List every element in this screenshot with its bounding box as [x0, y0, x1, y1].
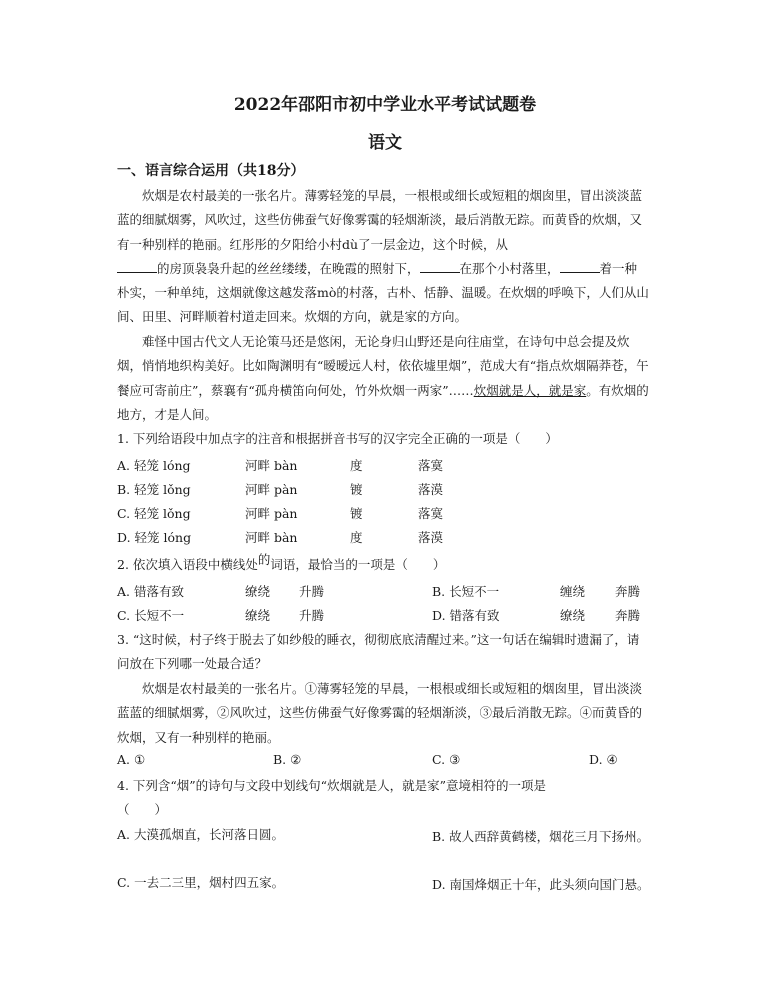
q1-option-a-b: 河畔 bàn: [245, 458, 298, 473]
passage-text: 难怪中国古代文人无论策马还是悠闲，无论身归山野还是向往庙堂，在诗句中总会提及炊烟，悄悄地织构美好。比如陶渊明有“暧暧远人村，依依墟里烟”，范成大有“指点炊烟隔莽苍，午餐应可寄前庄”，蔡襄有“孤舟横笛向何处，竹外炊烟一两家”……: [117, 334, 649, 398]
q1-option-c: C. 轻笼 lǒng: [117, 506, 191, 521]
q4-option-d-text: D. 南国烽烟正十年，此头须向国门悬。: [432, 877, 650, 892]
q1-option-b-c: 镀: [350, 482, 363, 497]
q4-option-b-text: B. 故人西辞黄鹤楼，烟花三月下扬州。: [432, 829, 650, 844]
q1-option-d-b: 河畔 bàn: [245, 530, 298, 545]
q2-stem-sup: 的: [257, 552, 271, 567]
q1-option-a-d: 落寞: [418, 458, 444, 473]
q1-option-d-c: 度: [350, 530, 363, 545]
q1-option-c-d: 落寞: [418, 506, 444, 521]
q2-option-a-b: 缭绕: [245, 584, 271, 599]
passage-text: 炊烟是农村最美的一张名片。薄雾轻笼的早晨，一根根或细长或短粗的烟囱里，冒出淡淡蓝蓝的细腻烟雾，风吹过，这些仿佛蚕气好像雾霭的轻烟渐淡，最后消散无踪。而黄昏的炊烟，又有一种别样的艳丽。红彤彤的夕阳给小村dù了一层金边，这个时候，从: [117, 188, 643, 252]
q2-stem-text: 词语，最恰当的一项是（ ）: [270, 557, 446, 572]
q3-option-b: B. ②: [273, 752, 302, 767]
fill-blank: [117, 260, 157, 273]
q1-option-d-d: 落漠: [418, 530, 444, 545]
q1-option-a-c: 度: [350, 458, 363, 473]
q1-option-d: D. 轻笼 lóng: [117, 530, 192, 545]
subject-title: 语文: [368, 133, 402, 153]
q3-passage-text: 炊烟是农村最美的一张名片。①薄雾轻笼的早晨，一根根或细长或短粗的烟囱里，冒出淡淡蓝蓝的细腻烟雾，②风吹过，这些仿佛蚕气好像雾霭的轻烟渐淡，③最后消散无踪。④而黄昏的炊烟，又有一种别样的艳丽。: [117, 681, 643, 745]
q2-stem-text: 2. 依次填入语段中横线处: [117, 557, 258, 572]
question-3-passage: [117, 677, 649, 750]
q1-option-c-c: 镀: [350, 506, 363, 521]
passage-text: 在那个小村落里，: [459, 260, 560, 276]
q3-option-a: A. ①: [117, 752, 146, 767]
q2-option-c-b: 缭绕: [245, 608, 271, 623]
fill-blank: [560, 260, 600, 273]
passage-text: 的房顶袅袅升起的丝丝缕缕，在晚霞的照射下，: [157, 260, 420, 276]
passage-paragraph-2: [117, 330, 649, 427]
q1-option-b: B. 轻笼 lǒng: [117, 482, 191, 497]
q2-option-a-c: 升腾: [299, 584, 325, 599]
fill-blank: [420, 260, 460, 273]
q4-option-d: [432, 873, 652, 897]
q4-option-b: [432, 825, 652, 849]
q2-option-d-b: 缭绕: [560, 608, 586, 623]
q2-option-c: C. 长短不一: [117, 608, 185, 623]
q1-option-b-b: 河畔 pàn: [245, 482, 298, 497]
q2-option-b-b: 缠绕: [560, 584, 586, 599]
q2-option-b: B. 长短不一: [432, 584, 500, 599]
q2-option-d: D. 错落有致: [432, 608, 500, 623]
section-heading: 一、语言综合运用（共18分）: [117, 163, 305, 179]
q4-paren: （ ）: [117, 802, 168, 817]
passage-text: 着一种朴实，一种单纯，这烟就像这越发落mò的村落，古朴、恬静、温暖。在炊烟的呼唤下，人们从山间、田里、河畔顺着村道走回来。炊烟的方向，就是家的方向。: [117, 260, 649, 325]
q2-option-b-c: 奔腾: [615, 584, 641, 599]
q3-option-d: D. ④: [589, 752, 618, 767]
question-4-stem: 4. 下列含“烟”的诗句与文段中划线句“炊烟就是人，就是家”意境相符的一项是: [117, 778, 546, 793]
q1-option-a: A. 轻笼 lóng: [117, 458, 191, 473]
q3-option-c: C. ③: [432, 752, 461, 767]
passage-text: 。有炊烟的地方，才是人间。: [117, 382, 649, 422]
q2-option-d-c: 奔腾: [615, 608, 641, 623]
exam-title: 2022年邵阳市初中学业水平考试试题卷: [233, 95, 537, 115]
q4-option-c: C. 一去二三里，烟村四五家。: [117, 875, 285, 890]
question-1-stem: 1. 下列给语段中加点字的注音和根据拼音书写的汉字完全正确的一项是（ ）: [117, 431, 558, 446]
q2-option-c-c: 升腾: [299, 608, 325, 623]
q2-option-a: A. 错落有致: [117, 584, 184, 599]
underlined-sentence: 炊烟就是人，就是家: [473, 382, 587, 398]
q1-option-c-b: 河畔 pàn: [245, 506, 298, 521]
passage-paragraph-1: [117, 184, 649, 330]
q4-option-a: A. 大漠孤烟直，长河落日圆。: [117, 827, 284, 842]
question-3-stem: 3. “这时候，村子终于脱去了如纱般的睡衣，彻彻底底清醒过来。”这一句话在编辑时遗漏了，请问放在下列哪一处最合适？: [117, 632, 640, 671]
question-2-stem: [117, 553, 649, 577]
q1-option-b-d: 落漠: [418, 482, 444, 497]
